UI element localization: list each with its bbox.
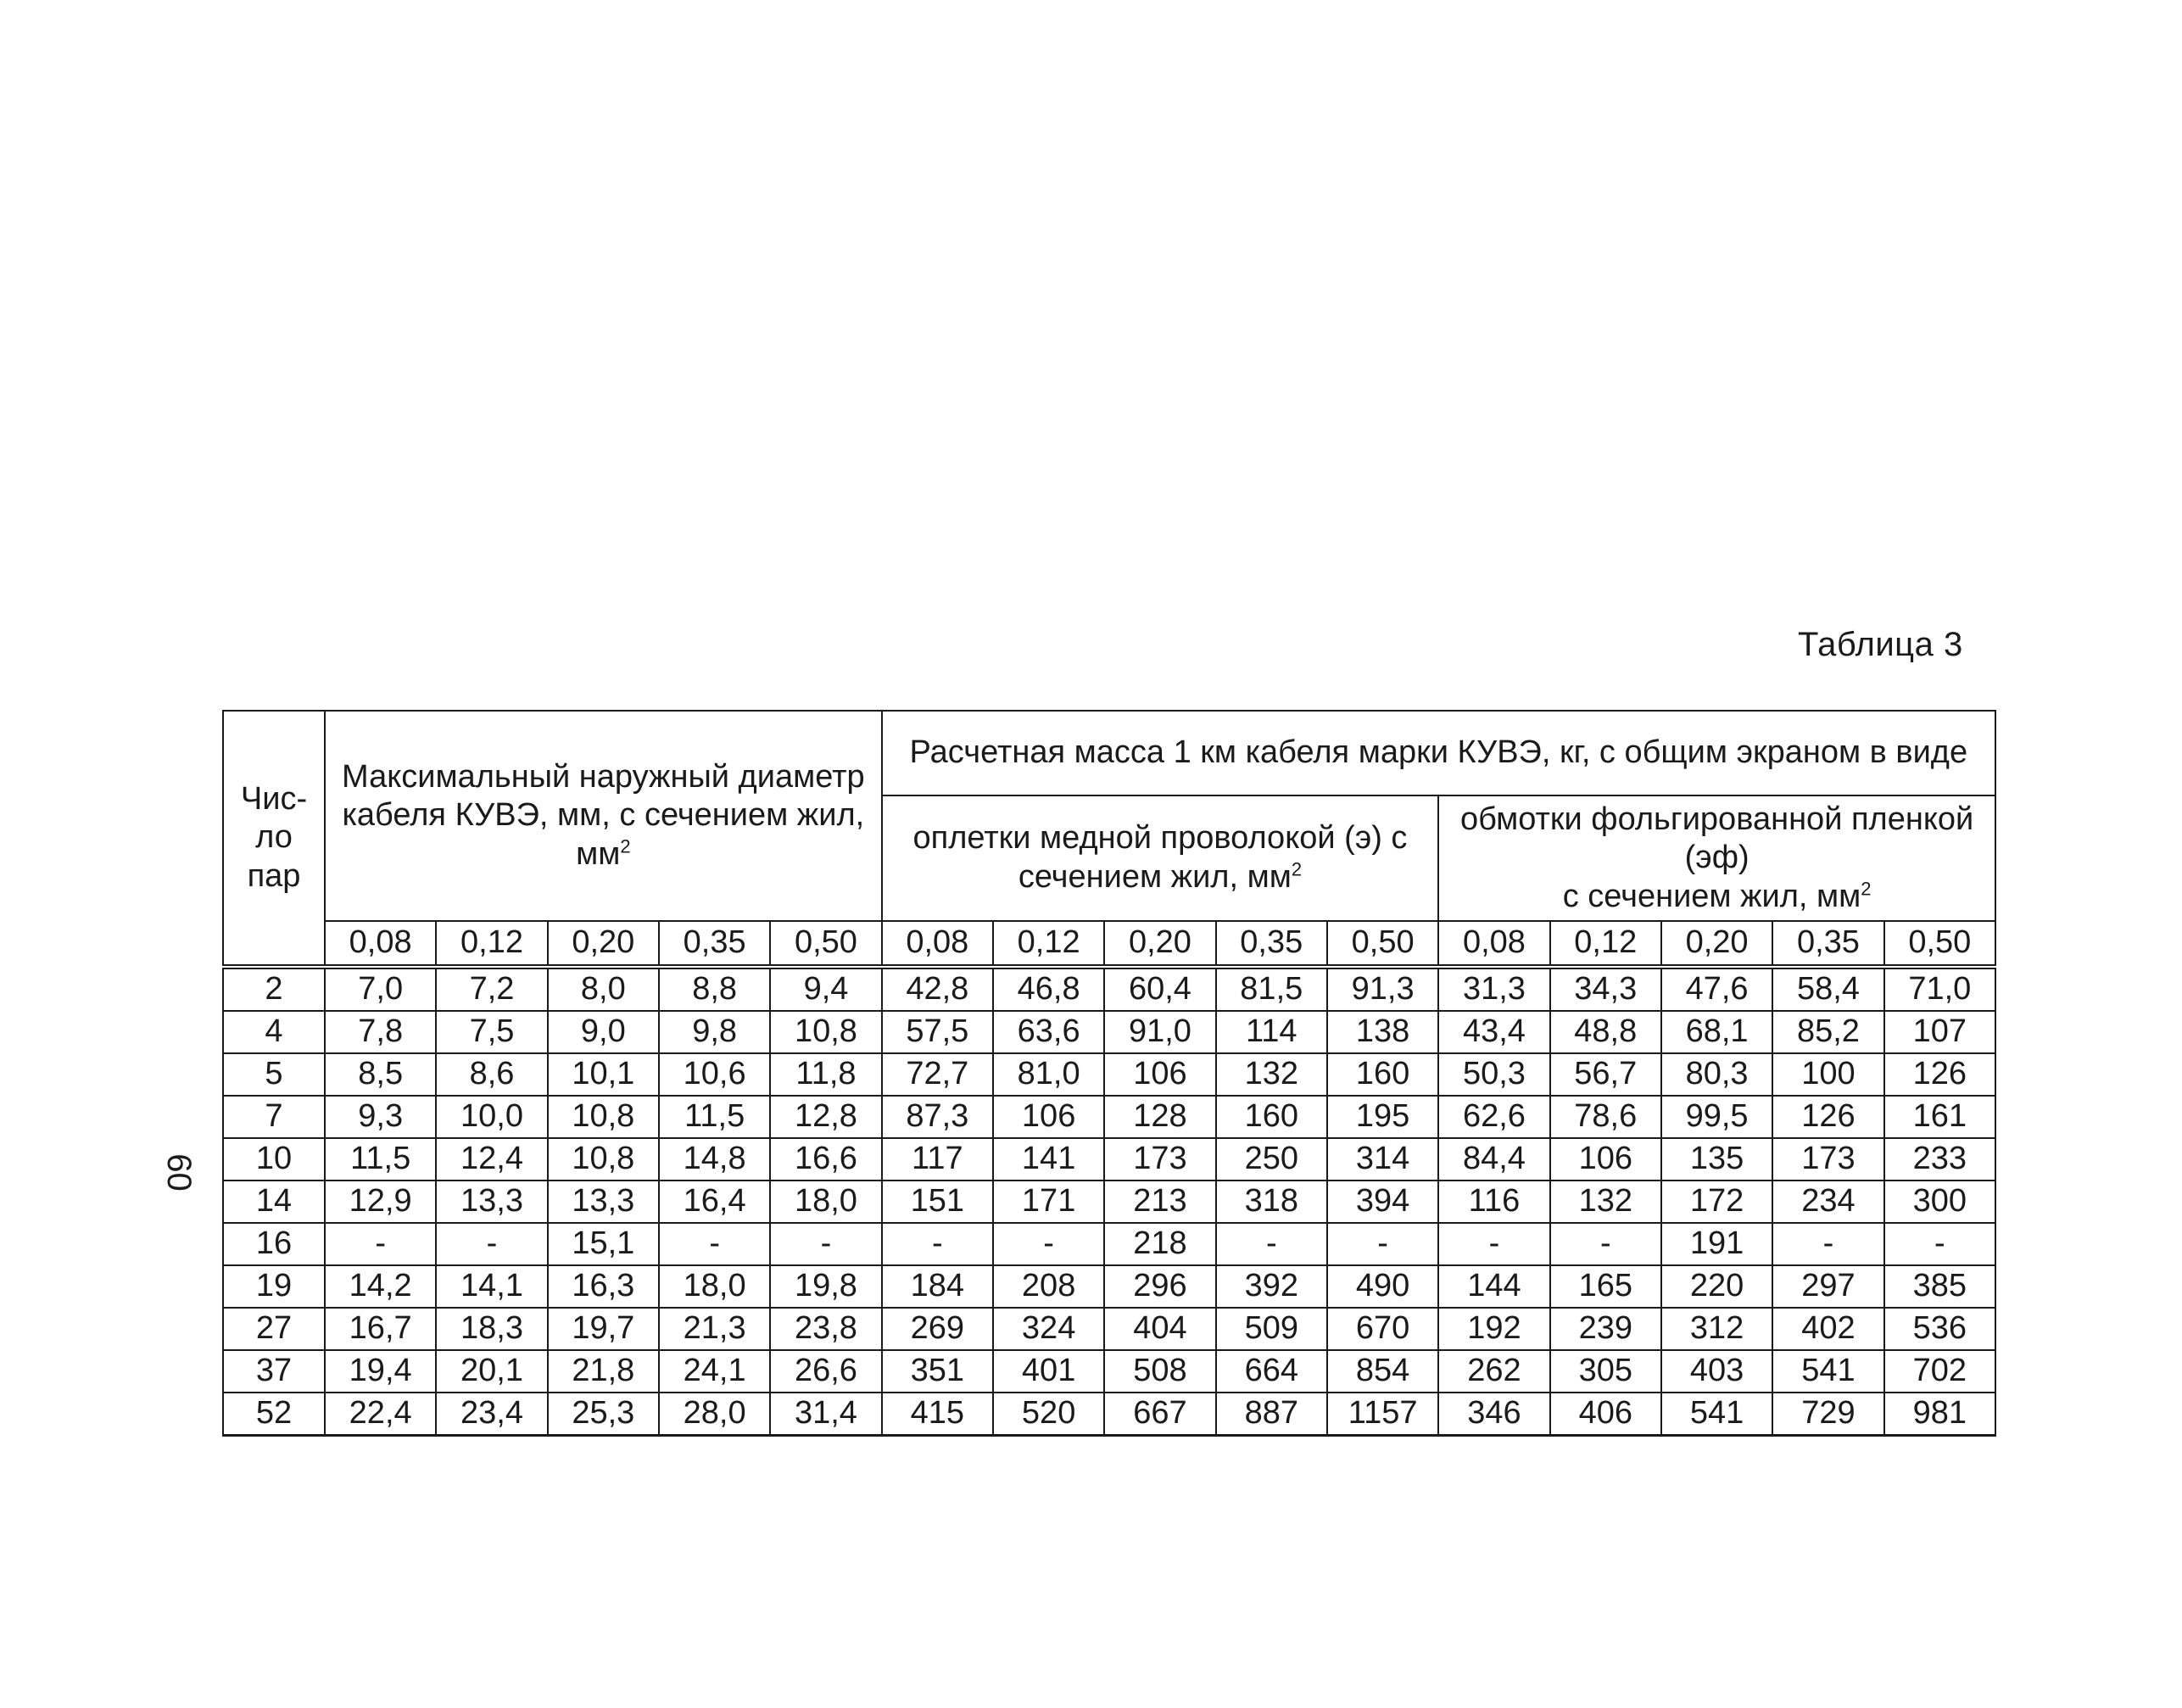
value-cell: 305 (1550, 1350, 1661, 1393)
table-row (223, 1350, 1995, 1393)
value-cell: 116 (1438, 1181, 1549, 1223)
table-row (223, 1096, 1995, 1138)
page-number: 60 (159, 1153, 198, 1192)
value-cell: 11,8 (770, 1053, 881, 1096)
value-cell: - (1550, 1223, 1661, 1265)
value-cell: 132 (1550, 1181, 1661, 1223)
table-caption: Таблица 3 (1798, 626, 1963, 663)
value-cell: 63,6 (993, 1011, 1104, 1053)
pair-count-cell: 10 (223, 1138, 325, 1181)
value-cell: 508 (1104, 1350, 1215, 1393)
value-cell: 138 (1327, 1011, 1438, 1053)
pair-count-cell: 16 (223, 1223, 325, 1265)
value-cell: 536 (1884, 1308, 1995, 1350)
value-cell: 151 (882, 1181, 993, 1223)
value-cell: 46,8 (993, 967, 1104, 1011)
header-braid-sup: 2 (1291, 858, 1303, 880)
value-cell: 262 (1438, 1350, 1549, 1393)
value-cell: 184 (882, 1265, 993, 1308)
value-cell: 141 (993, 1138, 1104, 1181)
value-cell: 670 (1327, 1308, 1438, 1350)
header-diameter-label: Максимальный наружный диаметр кабеля КУВЭ, мм, с сечением жил, мм (342, 758, 865, 872)
value-cell: 195 (1327, 1096, 1438, 1138)
section-header-cell: 0,08 (882, 921, 993, 967)
value-cell: 10,8 (548, 1138, 659, 1181)
value-cell: 12,8 (770, 1096, 881, 1138)
value-cell: - (1327, 1223, 1438, 1265)
value-cell: 172 (1661, 1181, 1772, 1223)
value-cell: 10,1 (548, 1053, 659, 1096)
section-header-cell: 0,50 (770, 921, 881, 967)
value-cell: 854 (1327, 1350, 1438, 1393)
value-cell: 16,3 (548, 1265, 659, 1308)
value-cell: 7,8 (325, 1011, 436, 1053)
value-cell: 16,4 (659, 1181, 770, 1223)
value-cell: 100 (1772, 1053, 1883, 1096)
value-cell: 10,6 (659, 1053, 770, 1096)
value-cell: 8,6 (436, 1053, 547, 1096)
value-cell: 18,0 (659, 1265, 770, 1308)
value-cell: 11,5 (659, 1096, 770, 1138)
value-cell: 392 (1216, 1265, 1327, 1308)
pair-count-cell: 4 (223, 1011, 325, 1053)
value-cell: 394 (1327, 1181, 1438, 1223)
value-cell: - (325, 1223, 436, 1265)
value-cell: 401 (993, 1350, 1104, 1393)
value-cell: 50,3 (1438, 1053, 1549, 1096)
header-mass-label: Расчетная масса 1 км кабеля марки КУВЭ, кг, с общим экраном в виде (909, 734, 1968, 771)
section-header-cell: 0,08 (1438, 921, 1549, 967)
value-cell: 28,0 (659, 1393, 770, 1436)
section-header-cell: 0,12 (993, 921, 1104, 967)
section-header-cell: 0,35 (1216, 921, 1327, 967)
value-cell: 10,0 (436, 1096, 547, 1138)
value-cell: 234 (1772, 1181, 1883, 1223)
table-row (223, 1265, 1995, 1308)
table-row (223, 967, 1995, 1011)
section-header-cell: 0,35 (659, 921, 770, 967)
value-cell: 23,8 (770, 1308, 881, 1350)
value-cell: 9,8 (659, 1011, 770, 1053)
value-cell: 15,1 (548, 1223, 659, 1265)
value-cell: 8,0 (548, 967, 659, 1011)
value-cell: - (1216, 1223, 1327, 1265)
value-cell: 729 (1772, 1393, 1883, 1436)
value-cell: 312 (1661, 1308, 1772, 1350)
value-cell: 664 (1216, 1350, 1327, 1393)
value-cell: 43,4 (1438, 1011, 1549, 1053)
value-cell: 85,2 (1772, 1011, 1883, 1053)
value-cell: 144 (1438, 1265, 1549, 1308)
value-cell: 26,6 (770, 1350, 881, 1393)
value-cell: - (1772, 1223, 1883, 1265)
value-cell: 239 (1550, 1308, 1661, 1350)
value-cell: 99,5 (1661, 1096, 1772, 1138)
value-cell: 520 (993, 1393, 1104, 1436)
value-cell: 18,0 (770, 1181, 881, 1223)
value-cell: 161 (1884, 1096, 1995, 1138)
value-cell: 171 (993, 1181, 1104, 1223)
value-cell: - (993, 1223, 1104, 1265)
value-cell: 490 (1327, 1265, 1438, 1308)
value-cell: 702 (1884, 1350, 1995, 1393)
section-header-cell: 0,50 (1327, 921, 1438, 967)
value-cell: - (659, 1223, 770, 1265)
value-cell: 213 (1104, 1181, 1215, 1223)
value-cell: 18,3 (436, 1308, 547, 1350)
section-header-cell: 0,12 (1550, 921, 1661, 967)
value-cell: 8,8 (659, 967, 770, 1011)
pair-count-cell: 52 (223, 1393, 325, 1436)
table-row (223, 1011, 1995, 1053)
value-cell: 173 (1104, 1138, 1215, 1181)
value-cell: 160 (1216, 1096, 1327, 1138)
value-cell: 71,0 (1884, 967, 1995, 1011)
pair-count-cell: 7 (223, 1096, 325, 1138)
value-cell: 402 (1772, 1308, 1883, 1350)
pair-count-cell: 14 (223, 1181, 325, 1223)
value-cell: 47,6 (1661, 967, 1772, 1011)
value-cell: 218 (1104, 1223, 1215, 1265)
value-cell: 20,1 (436, 1350, 547, 1393)
table-row (223, 1053, 1995, 1096)
value-cell: 7,0 (325, 967, 436, 1011)
value-cell: 7,2 (436, 967, 547, 1011)
value-cell: 84,4 (1438, 1138, 1549, 1181)
value-cell: 87,3 (882, 1096, 993, 1138)
table-row (223, 1308, 1995, 1350)
value-cell: 42,8 (882, 967, 993, 1011)
value-cell: 56,7 (1550, 1053, 1661, 1096)
value-cell: 346 (1438, 1393, 1549, 1436)
value-cell: 7,5 (436, 1011, 547, 1053)
section-header-cell: 0,20 (548, 921, 659, 967)
value-cell: 192 (1438, 1308, 1549, 1350)
value-cell: 191 (1661, 1223, 1772, 1265)
section-header-cell: 0,08 (325, 921, 436, 967)
header-foil-group (1438, 795, 1995, 921)
value-cell: 19,4 (325, 1350, 436, 1393)
value-cell: 14,8 (659, 1138, 770, 1181)
value-cell: 10,8 (548, 1096, 659, 1138)
value-cell: 173 (1772, 1138, 1883, 1181)
value-cell: 24,1 (659, 1350, 770, 1393)
value-cell: 13,3 (548, 1181, 659, 1223)
table-row (223, 1223, 1995, 1265)
value-cell: 351 (882, 1350, 993, 1393)
value-cell: 14,1 (436, 1265, 547, 1308)
value-cell: 13,3 (436, 1181, 547, 1223)
value-cell: 296 (1104, 1265, 1215, 1308)
value-cell: 12,9 (325, 1181, 436, 1223)
value-cell: 19,7 (548, 1308, 659, 1350)
value-cell: 220 (1661, 1265, 1772, 1308)
pair-count-cell: 2 (223, 967, 325, 1011)
value-cell: 81,0 (993, 1053, 1104, 1096)
value-cell: 132 (1216, 1053, 1327, 1096)
value-cell: 165 (1550, 1265, 1661, 1308)
value-cell: 406 (1550, 1393, 1661, 1436)
section-header-cell: 0,20 (1104, 921, 1215, 967)
pair-count-cell: 19 (223, 1265, 325, 1308)
value-cell: 318 (1216, 1181, 1327, 1223)
value-cell: 509 (1216, 1308, 1327, 1350)
section-header-cell: 0,50 (1884, 921, 1995, 967)
value-cell: 106 (993, 1096, 1104, 1138)
value-cell: 11,5 (325, 1138, 436, 1181)
value-cell: 8,5 (325, 1053, 436, 1096)
value-cell: 21,8 (548, 1350, 659, 1393)
value-cell: 128 (1104, 1096, 1215, 1138)
pair-count-cell: 37 (223, 1350, 325, 1393)
value-cell: 60,4 (1104, 967, 1215, 1011)
value-cell: 269 (882, 1308, 993, 1350)
value-cell: 324 (993, 1308, 1104, 1350)
value-cell: 31,4 (770, 1393, 881, 1436)
pair-count-cell: 5 (223, 1053, 325, 1096)
value-cell: 16,6 (770, 1138, 881, 1181)
value-cell: 72,7 (882, 1053, 993, 1096)
value-cell: 58,4 (1772, 967, 1883, 1011)
value-cell: - (1884, 1223, 1995, 1265)
value-cell: 208 (993, 1265, 1104, 1308)
value-cell: 541 (1772, 1350, 1883, 1393)
value-cell: 300 (1884, 1181, 1995, 1223)
value-cell: 10,8 (770, 1011, 881, 1053)
value-cell: 404 (1104, 1308, 1215, 1350)
value-cell: 25,3 (548, 1393, 659, 1436)
table-body (223, 967, 1995, 1436)
table-row (223, 1393, 1995, 1436)
value-cell: 106 (1550, 1138, 1661, 1181)
value-cell: - (1438, 1223, 1549, 1265)
value-cell: 62,6 (1438, 1096, 1549, 1138)
value-cell: - (770, 1223, 881, 1265)
header-pairs (223, 711, 325, 967)
value-cell: 385 (1884, 1265, 1995, 1308)
value-cell: 31,3 (1438, 967, 1549, 1011)
table-row (223, 1181, 1995, 1223)
value-cell: 106 (1104, 1053, 1215, 1096)
value-cell: 667 (1104, 1393, 1215, 1436)
value-cell: 160 (1327, 1053, 1438, 1096)
value-cell: 57,5 (882, 1011, 993, 1053)
value-cell: 135 (1661, 1138, 1772, 1181)
table-row (223, 1138, 1995, 1181)
value-cell: 541 (1661, 1393, 1772, 1436)
value-cell: 48,8 (1550, 1011, 1661, 1053)
value-cell: 21,3 (659, 1308, 770, 1350)
value-cell: 16,7 (325, 1308, 436, 1350)
value-cell: 91,0 (1104, 1011, 1215, 1053)
section-header-cell: 0,12 (436, 921, 547, 967)
value-cell: 250 (1216, 1138, 1327, 1181)
value-cell: 68,1 (1661, 1011, 1772, 1053)
section-header-row (223, 921, 1995, 967)
value-cell: 887 (1216, 1393, 1327, 1436)
header-pairs-label: Чис- ло пар (240, 780, 308, 894)
value-cell: 297 (1772, 1265, 1883, 1308)
header-diameter-sup: 2 (620, 835, 631, 857)
header-foil-label-2: с сечением жил, мм (1562, 878, 1861, 914)
header-mass-group (882, 711, 1995, 795)
value-cell: 19,8 (770, 1265, 881, 1308)
header-foil-label-1: обмотки фольгированной пленкой (эф) (1460, 801, 1974, 876)
header-braid-label: оплетки медной проволокой (э) с сечением жил, мм (912, 820, 1408, 895)
value-cell: 233 (1884, 1138, 1995, 1181)
value-cell: 9,0 (548, 1011, 659, 1053)
value-cell: - (436, 1223, 547, 1265)
value-cell: 126 (1772, 1096, 1883, 1138)
value-cell: 314 (1327, 1138, 1438, 1181)
header-braid-group (882, 795, 1439, 921)
value-cell: 126 (1884, 1053, 1995, 1096)
value-cell: 12,4 (436, 1138, 547, 1181)
value-cell: 81,5 (1216, 967, 1327, 1011)
value-cell: 403 (1661, 1350, 1772, 1393)
value-cell: 9,3 (325, 1096, 436, 1138)
value-cell: 415 (882, 1393, 993, 1436)
value-cell: 114 (1216, 1011, 1327, 1053)
section-header-cell: 0,20 (1661, 921, 1772, 967)
value-cell: 14,2 (325, 1265, 436, 1308)
section-header-cell: 0,35 (1772, 921, 1883, 967)
value-cell: 34,3 (1550, 967, 1661, 1011)
header-diameter-group (325, 711, 882, 921)
value-cell: 80,3 (1661, 1053, 1772, 1096)
value-cell: 117 (882, 1138, 993, 1181)
value-cell: - (882, 1223, 993, 1265)
value-cell: 22,4 (325, 1393, 436, 1436)
cable-data-table (222, 710, 1996, 1437)
pair-count-cell: 27 (223, 1308, 325, 1350)
value-cell: 78,6 (1550, 1096, 1661, 1138)
value-cell: 107 (1884, 1011, 1995, 1053)
value-cell: 9,4 (770, 967, 881, 1011)
header-foil-sup: 2 (1861, 878, 1872, 900)
value-cell: 91,3 (1327, 967, 1438, 1011)
value-cell: 981 (1884, 1393, 1995, 1436)
value-cell: 1157 (1327, 1393, 1438, 1436)
value-cell: 23,4 (436, 1393, 547, 1436)
